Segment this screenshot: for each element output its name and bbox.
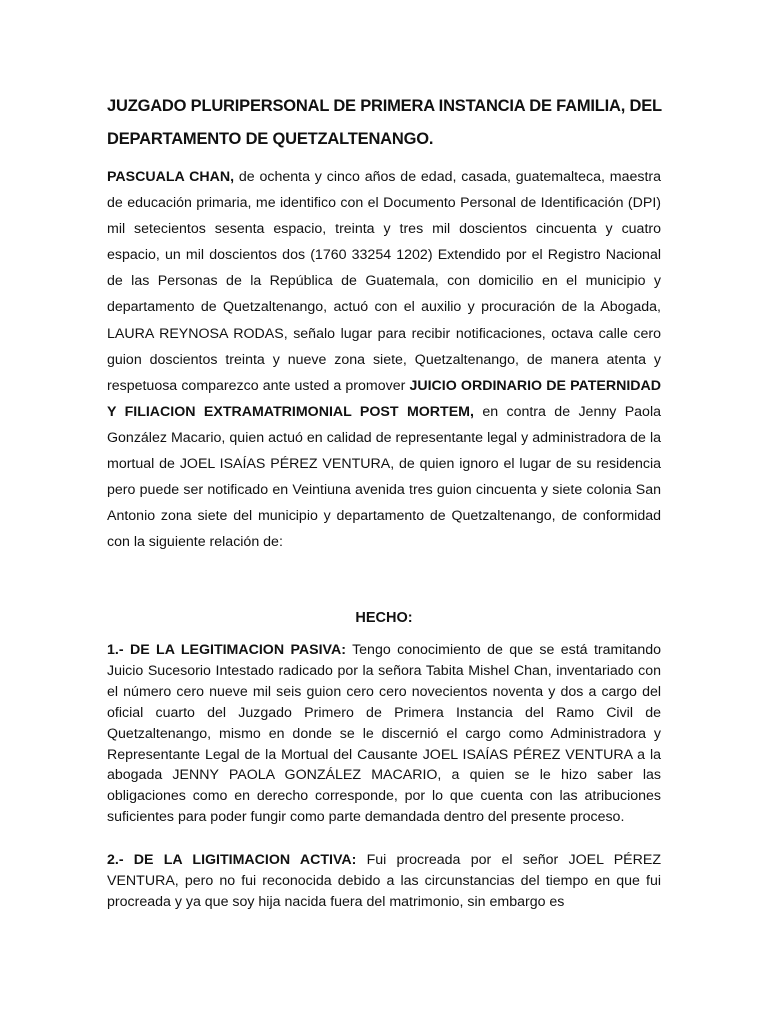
fact-paragraph-1 <box>107 640 661 828</box>
fact-1-label: 1.- DE LA LEGITIMACION PASIVA: <box>107 642 346 658</box>
title-line-1: JUZGADO PLURIPERSONAL DE PRIMERA INSTANCIA DE FAMILIA, DEL <box>107 97 662 115</box>
title-line-2: DEPARTAMENTO DE QUETZALTENANGO. <box>107 130 434 148</box>
fact-1-text: Tengo conocimiento de que se está tramitando Juicio Sucesorio Intestado radicado por la señora Tabita Mishel Chan, inventariado con el número cero nueve mil seis guion cero cero novecientos noventa y dos a cargo del oficial cuarto del Juzgado Primero de Primera Instancia del Ramo Civil de Quetzaltenango, mismo en donde se le discernió el cargo como Administradora y Representante Legal de la Mortual del Causante JOEL ISAÍAS PÉREZ VENTURA a la abogada JENNY PAOLA GONZÁLEZ MACARIO, a quien se le hizo saber las obligaciones como en derecho corresponde, por lo que cuenta con las atribuciones suficientes para poder fungir como parte demandada dentro del presente proceso. <box>107 642 661 826</box>
plaintiff-name: PASCUALA CHAN, <box>107 169 235 185</box>
lawsuit-type: JUICIO ORDINARIO DE PATERNIDAD Y FILIACION EXTRAMATRIMONIAL POST MORTEM, <box>107 377 661 420</box>
fact-2-text: Fui procreada por el señor JOEL PÉREZ VENTURA, pero no fui reconocida debido a las circunstancias del tiempo en que fui procreada y ya que soy hija nacida fuera del matrimonio, sin embargo es <box>107 852 661 910</box>
intro-paragraph <box>107 164 661 555</box>
intro-text-2: en contra de Jenny Paola González Macario, quien actuó en calidad de representante legal y administradora de la mortual de JOEL ISAÍAS PÉREZ VENTURA, de quien ignoro el lugar de su residencia pero puede ser notificado en Veintiuna avenida tres guion cincuenta y siete colonia San Antonio zona siete del municipio y departamento de Quetzaltenango, de conformidad con la siguiente relación de: <box>107 403 661 551</box>
intro-text-1: de ochenta y cinco años de edad, casada, guatemalteca, maestra de educación primaria, me identifico con el Documento Personal de Identificación (DPI) mil setecientos sesenta espacio, treinta y tres mil doscientos cincuenta y cuatro espacio, un mil doscientos dos (1760 33254 1202) Extendido por el Registro Nacional de las Personas de la República de Guatemala, con domicilio en el municipio y departamento de Quetzaltenango, actuó con el auxilio y procuración de la Abogada, LAURA REYNOSA RODAS, señalo lugar para recibir notificaciones, octava calle cero guion doscientos treinta y nueve zona siete, Quetzaltenango, de manera atenta y respetuosa comparezco ante usted a promover <box>107 169 662 394</box>
document-title <box>107 90 672 156</box>
section-heading: HECHO: <box>355 610 413 626</box>
fact-2-label: 2.- DE LA LIGITIMACION ACTIVA: <box>107 852 357 868</box>
fact-paragraph-2 <box>107 850 661 913</box>
